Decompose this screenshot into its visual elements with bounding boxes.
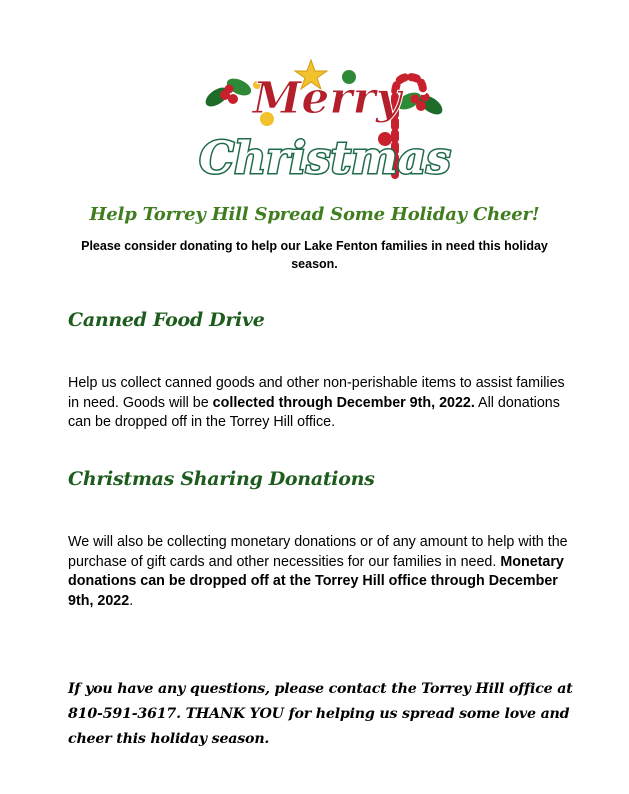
- sharing-title: Christmas Sharing Donations: [68, 468, 375, 490]
- canned-food-text: [68, 374, 568, 433]
- closing-note: If you have any questions, please contact the Torrey Hill office at 810-591-3617. THANK YOU for helping us spread some love and cheer this holiday season.: [68, 681, 573, 747]
- logo-christmas: Christmas: [199, 133, 451, 184]
- sharing-deadline: Monetary donations can be dropped off at the Torrey Hill office through December 9th, 2022: [68, 553, 564, 609]
- merry-christmas-logo: [195, 55, 455, 203]
- sharing-text-1: We will also be collecting monetary donations or of any amount to help with the purchase of gift cards and other necessities for our families in need.: [68, 534, 568, 570]
- canned-food-text-1: Help us collect canned goods and other non-perishable items to assist families in need. Goods will be: [68, 375, 565, 411]
- sharing-text-2: .: [129, 592, 134, 609]
- headline: Help Torrey Hill Spread Some Holiday Cheer!: [89, 204, 540, 225]
- holly-left-icon: [202, 75, 253, 110]
- sharing-text: [68, 533, 568, 611]
- merry-christmas-graphic: [195, 55, 455, 203]
- subheadline: Please consider donating to help our Lake Fenton families in need this holiday season.: [81, 239, 548, 271]
- canned-food-title: Canned Food Drive: [68, 309, 265, 331]
- logo-merry: Merry: [252, 73, 402, 124]
- canned-food-text-2: All donations can be dropped off in the Torrey Hill office.: [68, 394, 560, 430]
- canned-food-deadline: collected through December 9th, 2022.: [212, 394, 475, 411]
